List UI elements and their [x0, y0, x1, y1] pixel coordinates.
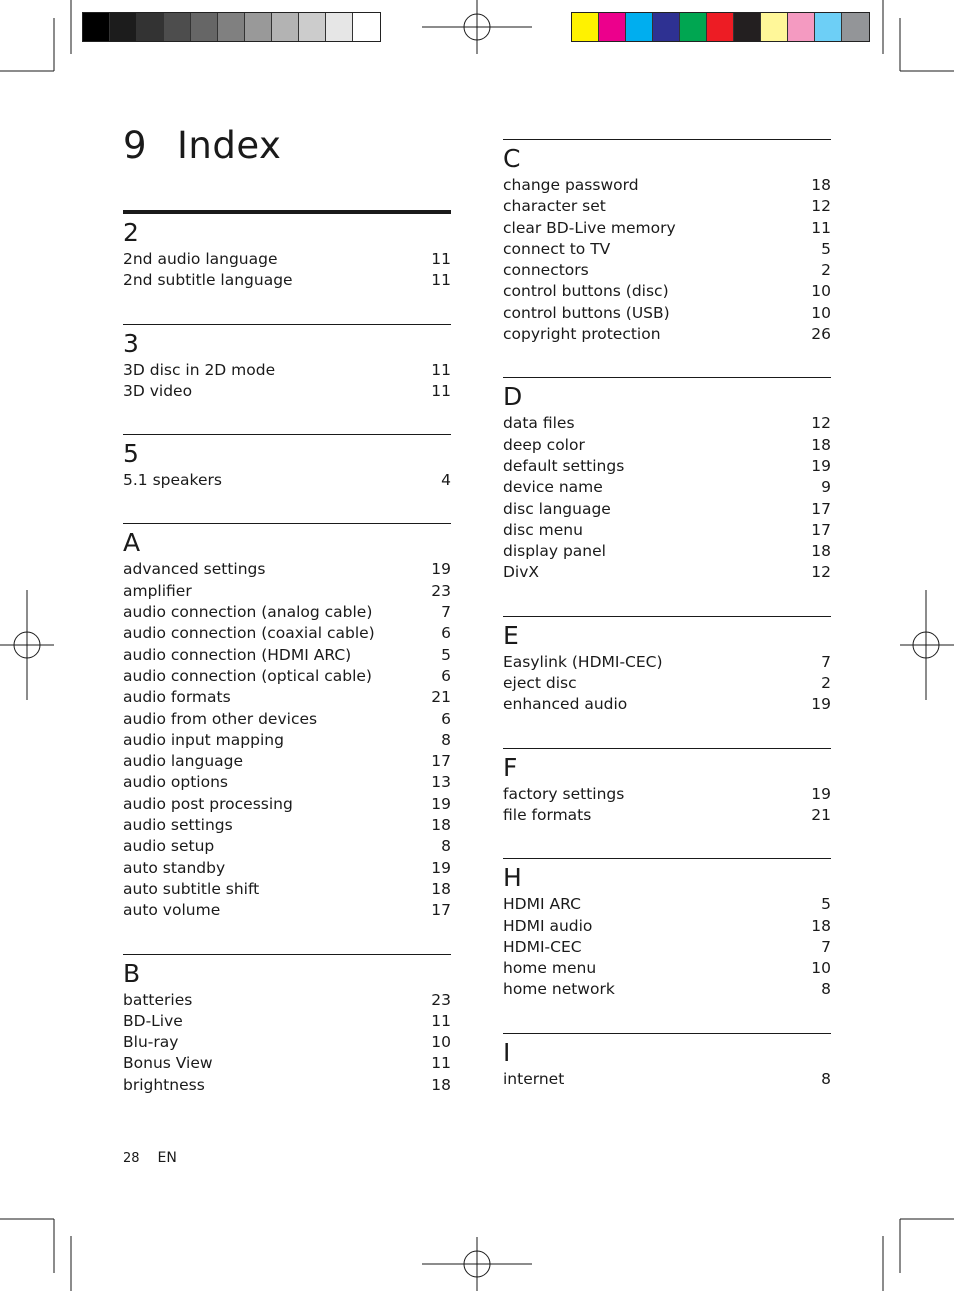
index-page-number: 6 [441, 709, 451, 728]
index-term: HDMI audio [503, 916, 593, 935]
index-page-number: 17 [431, 752, 451, 771]
index-section-h [503, 858, 831, 1000]
index-page-number: 10 [811, 303, 831, 322]
index-page-number: 10 [811, 959, 831, 978]
registration-mark-bottom [422, 1237, 532, 1291]
index-term: Blu-ray [123, 1033, 179, 1052]
index-page-number: 11 [431, 250, 451, 268]
index-entry [503, 324, 831, 345]
index-entry [123, 730, 451, 751]
index-page-number: 8 [441, 837, 451, 856]
index-page-number: 2 [821, 261, 831, 280]
index-entry [123, 687, 451, 708]
index-term: audio formats [123, 688, 231, 707]
process-color-swatch [788, 13, 815, 41]
index-page-number: 5 [821, 895, 831, 914]
index-entry [503, 435, 831, 456]
index-entry [123, 879, 451, 900]
process-color-swatch [842, 13, 869, 41]
index-entry [123, 709, 451, 730]
section-letter: I [503, 1037, 511, 1067]
index-term: device name [503, 478, 603, 497]
index-entry [503, 477, 831, 498]
index-page-number: 19 [431, 794, 451, 813]
index-term: file formats [503, 805, 592, 824]
process-color-swatch [599, 13, 626, 41]
index-entry [503, 260, 831, 281]
section-letter: A [123, 528, 141, 558]
index-page-number: 18 [431, 816, 451, 835]
index-entry [503, 413, 831, 434]
index-entry [503, 784, 831, 805]
index-entry [123, 900, 451, 921]
process-color-swatch [680, 13, 707, 41]
index-entry [123, 249, 451, 270]
index-term: factory settings [503, 784, 625, 803]
index-column-left [123, 210, 451, 1128]
chapter-number: 9 [123, 124, 148, 167]
index-entry [503, 175, 831, 196]
registration-mark-right [900, 590, 954, 700]
index-page-number: 13 [431, 773, 451, 792]
index-page-number: 19 [811, 456, 831, 475]
index-page-number: 12 [811, 414, 831, 433]
index-term: character set [503, 197, 606, 216]
index-section-3 [123, 324, 451, 403]
index-term: advanced settings [123, 560, 266, 579]
grayscale-swatch [110, 13, 137, 41]
index-section-d [503, 377, 831, 583]
index-entry [503, 652, 831, 673]
index-page-number: 21 [431, 688, 451, 707]
grayscale-swatch [272, 13, 299, 41]
section-letter: E [503, 620, 519, 650]
index-entry [123, 470, 451, 491]
grayscale-swatch [83, 13, 110, 41]
index-page-number: 4 [441, 471, 451, 490]
index-page-number: 18 [811, 542, 831, 561]
process-color-swatch [815, 13, 842, 41]
index-page-number: 19 [431, 858, 451, 877]
index-entry [123, 381, 451, 402]
index-page-number: 8 [821, 1069, 831, 1088]
index-section-b [123, 954, 451, 1096]
index-page-number: 19 [811, 784, 831, 803]
index-page-number: 11 [431, 271, 451, 290]
index-term: audio from other devices [123, 709, 318, 728]
index-section-a [123, 523, 451, 921]
index-page-number: 11 [431, 381, 451, 400]
index-entry [503, 541, 831, 562]
page-title [123, 124, 281, 167]
index-term: internet [503, 1069, 565, 1088]
index-term: 2nd audio language [123, 250, 278, 268]
index-term: Bonus View [123, 1054, 213, 1073]
grayscale-swatch [137, 13, 164, 41]
index-term: control buttons (disc) [503, 282, 669, 301]
section-letter: B [123, 958, 141, 988]
index-page-number: 2 [821, 674, 831, 693]
index-term: audio connection (optical cable) [123, 666, 372, 685]
index-entry [503, 979, 831, 1000]
index-section-i [503, 1033, 831, 1090]
index-entry [503, 196, 831, 217]
section-letter: 2 [123, 218, 139, 247]
index-term: audio post processing [123, 794, 293, 813]
index-entry [503, 916, 831, 937]
language-code: EN [157, 1150, 177, 1166]
index-page-number: 12 [811, 563, 831, 582]
index-entry [123, 559, 451, 580]
index-term: connect to TV [503, 239, 611, 258]
index-term: 5.1 speakers [123, 471, 222, 490]
index-page-number: 11 [431, 1011, 451, 1030]
process-color-swatch [572, 13, 599, 41]
grayscale-swatch [326, 13, 353, 41]
index-term: HDMI ARC [503, 895, 581, 914]
index-page-number: 12 [811, 197, 831, 216]
index-term: audio connection (coaxial cable) [123, 624, 375, 643]
index-term: amplifier [123, 581, 192, 600]
index-entry [123, 990, 451, 1011]
index-term: default settings [503, 456, 625, 475]
index-section-2 [123, 210, 451, 292]
index-term: audio connection (HDMI ARC) [123, 645, 352, 664]
index-term: Easylink (HDMI-CEC) [503, 652, 663, 671]
section-letter: D [503, 382, 523, 412]
index-page-number: 7 [441, 603, 451, 622]
index-page-number: 23 [431, 990, 451, 1009]
index-entry [123, 751, 451, 772]
section-letter: 5 [123, 439, 139, 469]
index-page-number: 11 [431, 360, 451, 379]
registration-mark-top [422, 0, 532, 54]
page-footer [123, 1150, 177, 1166]
index-term: DivX [503, 563, 540, 582]
grayscale-swatch [245, 13, 272, 41]
index-page-number: 5 [821, 239, 831, 258]
index-page-number: 17 [811, 520, 831, 539]
index-page-number: 11 [811, 218, 831, 237]
index-entry [503, 894, 831, 915]
index-entry [503, 218, 831, 239]
grayscale-color-bar [82, 12, 381, 42]
index-term: HDMI-CEC [503, 937, 582, 956]
index-entry [123, 836, 451, 857]
index-entry [503, 1069, 831, 1090]
index-page-number: 6 [441, 624, 451, 643]
grayscale-swatch [218, 13, 245, 41]
index-entry [123, 623, 451, 644]
index-section-c [503, 139, 831, 345]
process-color-swatch [626, 13, 653, 41]
index-term: audio options [123, 773, 228, 792]
index-page-number: 18 [811, 916, 831, 935]
index-entry [123, 666, 451, 687]
index-term: control buttons (USB) [503, 303, 670, 322]
index-entry [503, 958, 831, 979]
process-color-bar [571, 12, 870, 42]
index-entry [503, 520, 831, 541]
index-term: disc menu [503, 520, 583, 539]
index-page-number: 18 [431, 879, 451, 898]
index-entry [123, 1011, 451, 1032]
index-section-5 [123, 434, 451, 491]
index-entry [123, 1032, 451, 1053]
index-page-number: 21 [811, 805, 831, 824]
section-letter: H [503, 863, 522, 893]
index-page-number: 26 [811, 325, 831, 344]
index-page-number: 10 [431, 1033, 451, 1052]
index-page-number: 23 [431, 581, 451, 600]
process-color-swatch [653, 13, 680, 41]
index-entry [503, 562, 831, 583]
index-entry [503, 239, 831, 260]
index-term: clear BD-Live memory [503, 218, 676, 237]
index-term: home network [503, 980, 615, 999]
index-entry [123, 815, 451, 836]
index-entry [123, 645, 451, 666]
index-term: audio language [123, 752, 244, 771]
index-page-number: 11 [431, 1054, 451, 1073]
grayscale-swatch [353, 13, 380, 41]
index-page-number: 17 [811, 499, 831, 518]
index-entry [123, 1053, 451, 1074]
index-term: display panel [503, 542, 606, 561]
index-term: disc language [503, 499, 611, 518]
index-column-right [503, 139, 831, 1122]
section-letter: F [503, 752, 518, 782]
index-term: audio connection (analog cable) [123, 603, 373, 622]
section-letter: C [503, 144, 521, 173]
index-section-f [503, 748, 831, 827]
index-entry [503, 499, 831, 520]
chapter-title: Index [177, 124, 282, 167]
index-term: 3D disc in 2D mode [123, 360, 276, 379]
index-entry [123, 794, 451, 815]
index-page-number: 17 [431, 901, 451, 920]
index-entry [123, 1075, 451, 1096]
index-entry [123, 581, 451, 602]
index-page-number: 18 [811, 176, 831, 194]
index-term: connectors [503, 261, 589, 280]
index-page-number: 19 [811, 695, 831, 714]
index-entry [123, 858, 451, 879]
index-term: 2nd subtitle language [123, 271, 293, 290]
index-entry [123, 360, 451, 381]
index-entry [123, 270, 451, 291]
index-term: audio setup [123, 837, 215, 856]
index-term: auto volume [123, 901, 221, 920]
index-page-number: 9 [821, 478, 831, 497]
index-term: auto standby [123, 858, 226, 877]
index-term: BD-Live [123, 1011, 183, 1030]
index-entry [503, 694, 831, 715]
index-term: 3D video [123, 381, 193, 400]
index-entry [503, 303, 831, 324]
section-letter: 3 [123, 328, 139, 358]
index-term: copyright protection [503, 325, 661, 344]
index-term: auto subtitle shift [123, 879, 260, 898]
index-entry [503, 456, 831, 477]
index-section-e [503, 616, 831, 716]
grayscale-swatch [191, 13, 218, 41]
index-term: batteries [123, 990, 193, 1009]
process-color-swatch [734, 13, 761, 41]
index-page-number: 18 [431, 1075, 451, 1094]
index-term: audio settings [123, 816, 233, 835]
index-term: data files [503, 414, 575, 433]
index-term: eject disc [503, 674, 577, 693]
index-term: enhanced audio [503, 695, 628, 714]
index-page-number: 19 [431, 560, 451, 579]
index-page-number: 18 [811, 435, 831, 454]
index-page-number: 7 [821, 652, 831, 671]
index-page-number: 7 [821, 937, 831, 956]
index-page-number: 8 [821, 980, 831, 999]
grayscale-swatch [164, 13, 191, 41]
index-term: change password [503, 176, 639, 194]
index-entry [503, 281, 831, 302]
index-entry [503, 673, 831, 694]
process-color-swatch [707, 13, 734, 41]
index-entry [123, 772, 451, 793]
index-page-number: 8 [441, 730, 451, 749]
index-term: deep color [503, 435, 585, 454]
page-number: 28 [123, 1151, 140, 1166]
registration-mark-left [0, 590, 54, 700]
grayscale-swatch [299, 13, 326, 41]
index-entry [123, 602, 451, 623]
process-color-swatch [761, 13, 788, 41]
index-page-number: 10 [811, 282, 831, 301]
index-term: home menu [503, 959, 597, 978]
index-term: brightness [123, 1075, 205, 1094]
index-entry [503, 805, 831, 826]
index-page-number: 5 [441, 645, 451, 664]
index-term: audio input mapping [123, 730, 284, 749]
index-page-number: 6 [441, 666, 451, 685]
index-entry [503, 937, 831, 958]
